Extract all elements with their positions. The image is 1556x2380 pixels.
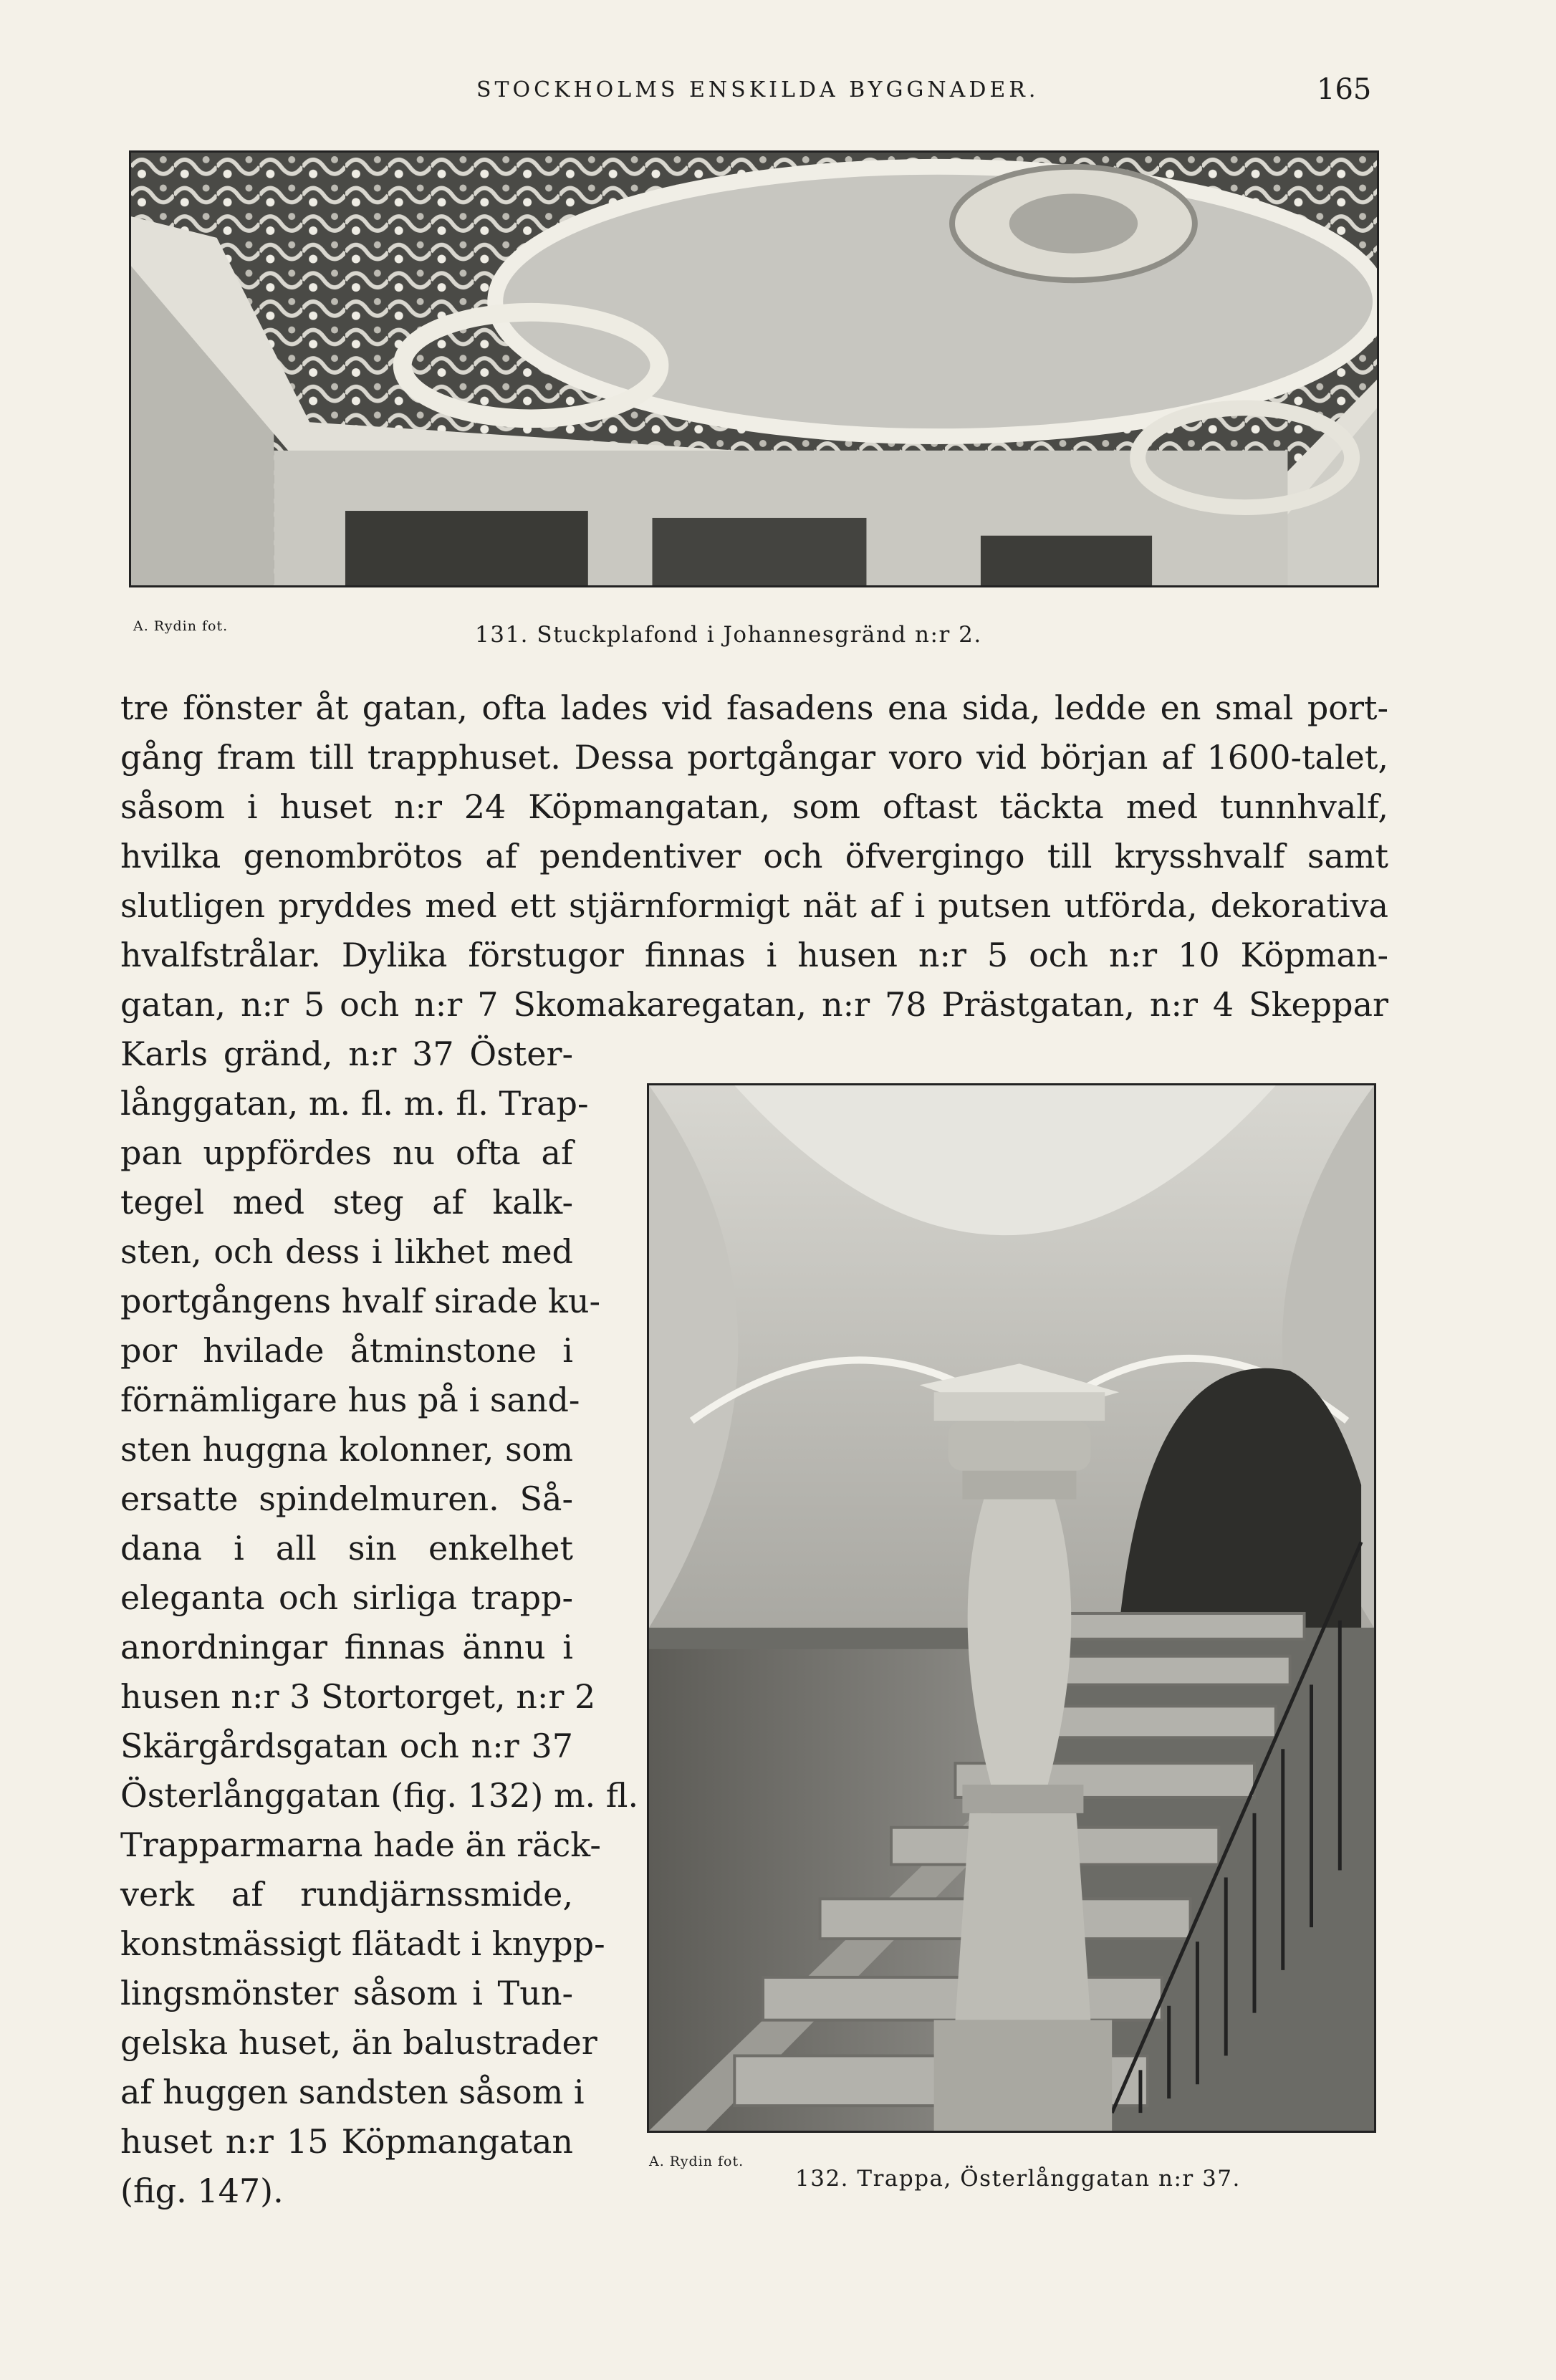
text-line: verk af rundjärnssmide,: [120, 1875, 573, 1914]
text-line: gång fram till trapphuset. Dessa portgångar voro vid början af 1600-talet,: [120, 738, 1388, 777]
text-line: gelska huset, än balustrader: [120, 2023, 597, 2062]
text-line: por hvilade åtminstone i: [120, 1331, 573, 1370]
figure-132-text: Trappa, Österlånggatan n:r 37.: [857, 2166, 1241, 2192]
text-line: sten huggna kolonner, som: [120, 1430, 573, 1469]
text-line: anordningar finnas ännu i: [120, 1628, 573, 1666]
text-line: pan uppfördes nu ofta af: [120, 1133, 573, 1172]
page-number: 165: [1317, 73, 1372, 106]
running-header: [0, 73, 1556, 120]
text-line: såsom i huset n:r 24 Köpmangatan, som oftast täckta med tunnhvalf,: [120, 787, 1388, 826]
text-line: Trapparmarna hade än räck-: [120, 1825, 601, 1864]
text-line: af huggen sandsten såsom i: [120, 2073, 585, 2111]
text-line: sten, och dess i likhet med: [120, 1232, 573, 1271]
ceiling-illustration: [131, 153, 1377, 585]
running-title: STOCKHOLMS ENSKILDA BYGGNADER.: [476, 77, 1039, 102]
figure-131-caption: [475, 622, 982, 648]
text-line: tre fönster åt gatan, ofta lades vid fasadens ena sida, ledde en smal port-: [120, 688, 1388, 727]
text-line: eleganta och sirliga trapp-: [120, 1578, 573, 1617]
text-line: tegel med steg af kalk-: [120, 1183, 573, 1222]
figure-132-photo: [647, 1083, 1376, 2133]
figure-131-photo: [129, 150, 1379, 587]
text-line: förnämligare hus på i sand-: [120, 1381, 580, 1419]
text-line: Österlånggatan (fig. 132) m. fl.: [120, 1776, 639, 1815]
text-line: ersatte spindelmuren. Så-: [120, 1479, 573, 1518]
text-line: konstmässigt flätadt i knypp-: [120, 1924, 605, 1963]
staircase-illustration: [649, 1085, 1374, 2131]
figure-131-text: Stuckplafond i Johannesgränd n:r 2.: [537, 622, 982, 648]
text-line: långgatan, m. fl. m. fl. Trap-: [120, 1084, 589, 1123]
text-line: husen n:r 3 Stortorget, n:r 2: [120, 1677, 596, 1716]
paragraph-full-width: [120, 683, 1388, 1030]
text-line: (fig. 147).: [120, 2172, 284, 2210]
figure-131-number: 131.: [475, 622, 529, 648]
text-line: slutligen pryddes med ett stjärnformigt nät af i putsen utförda, dekorativa: [120, 886, 1388, 925]
text-line: Karls gränd, n:r 37 Öster-: [120, 1035, 573, 1073]
figure-132-caption: [795, 2166, 1241, 2192]
text-line: portgångens hvalf sirade ku-: [120, 1282, 601, 1320]
text-line: hvilka genombrötos af pendentiver och öfvergingo till krysshvalf samt: [120, 837, 1388, 875]
text-line: dana i all sin enkelhet: [120, 1529, 573, 1568]
text-line: huset n:r 15 Köpmangatan: [120, 2122, 573, 2161]
text-line: Skärgårdsgatan och n:r 37: [120, 1727, 573, 1765]
text-line: hvalfstrålar. Dylika förstugor finnas i husen n:r 5 och n:r 10 Köpman-: [120, 936, 1388, 974]
text-line: lingsmönster såsom i Tun-: [120, 1974, 573, 2012]
figure-131-credit: A. Rydin fot.: [133, 618, 229, 634]
paragraph-column: [120, 1030, 639, 2216]
text-line: gatan, n:r 5 och n:r 7 Skomakaregatan, n:r 78 Prästgatan, n:r 4 Skeppar: [120, 985, 1388, 1024]
figure-132-number: 132.: [795, 2166, 850, 2192]
figure-132-credit: A. Rydin fot.: [649, 2154, 744, 2169]
